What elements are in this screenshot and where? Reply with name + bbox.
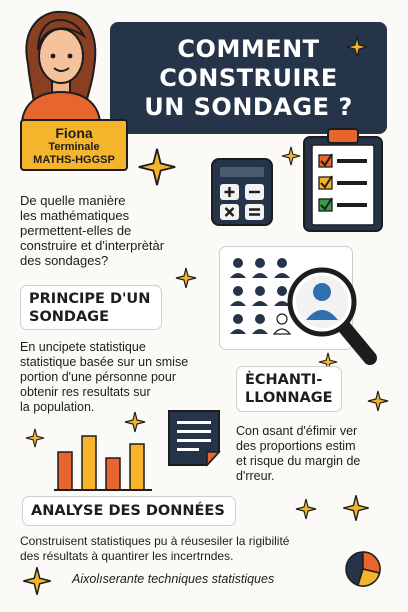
echantillonnage-heading: ÈCHANTI- [245,372,323,388]
sparkle-icon [281,146,301,171]
bar-chart-icon [52,420,156,497]
analyse-line: des résultats à quantirer les incertrndes. [20,549,234,563]
echantillonnage-line: des proportions estim [236,439,356,453]
principe-heading-box [20,285,162,330]
calculator-icon [210,157,274,232]
sparkle-icon [175,267,197,294]
avatar [14,6,106,122]
intro-line: permettent-elles de [20,223,132,238]
echantillonnage-line: et risque du margin de [236,454,361,468]
intro-line: des sondages? [20,253,109,268]
page-title: COMMENT CONSTRUIRE UN SONDAGE ? [144,34,353,121]
sparkle-icon [342,494,370,527]
principe-text [20,340,220,415]
principe-heading: SONDAGE [29,309,109,325]
principe-line: obtenir res resultats sur [20,385,151,399]
intro-question [20,193,190,268]
analyse-line: Construisent statistiques pu à réusesiler la rigibilité [20,534,290,548]
intro-line: les mathématiques [20,208,130,223]
analyse-heading: ANALYSE DES DONNÉES [31,503,225,519]
sparkle-icon [367,390,389,417]
magnifier-icon [282,262,382,377]
intro-line: De quelle manière [20,193,126,208]
principe-line: portion d'une pérsonne pour [20,370,176,384]
sparkle-icon [346,36,368,63]
analyse-text [20,534,390,564]
footer-text: Aixolıserante techniques statistiques [72,572,275,586]
name-card [20,119,128,171]
sparkle-icon [25,428,45,453]
sparkle-icon [137,147,177,192]
student-name: Fiona [55,125,93,141]
student-subject: MATHS-HGGSP [33,154,115,166]
echantillonnage-text [236,424,386,484]
echantillonnage-heading-box [236,366,342,412]
echantillonnage-line: Con ɑsant d'éfimir ver [236,424,358,438]
analyse-heading-box [22,496,236,526]
sparkle-icon [295,498,317,525]
principe-line: statistique basée sur un smise [20,355,189,369]
student-class: Terminale [48,141,100,153]
sparkle-icon [22,566,52,601]
principe-line: la population. [20,400,95,414]
intro-line: construire et d'interprètàr [20,238,165,253]
clipboard-checklist-icon [300,125,386,240]
principe-heading: PRINCIPE D'UN [29,291,151,307]
echantillonnage-line: d'rreur. [236,469,275,483]
pie-chart-icon [344,550,382,593]
echantillonnage-heading: LLONNAGE [245,390,333,406]
document-icon [166,408,222,473]
principe-line: En uncipete statistique [20,340,146,354]
